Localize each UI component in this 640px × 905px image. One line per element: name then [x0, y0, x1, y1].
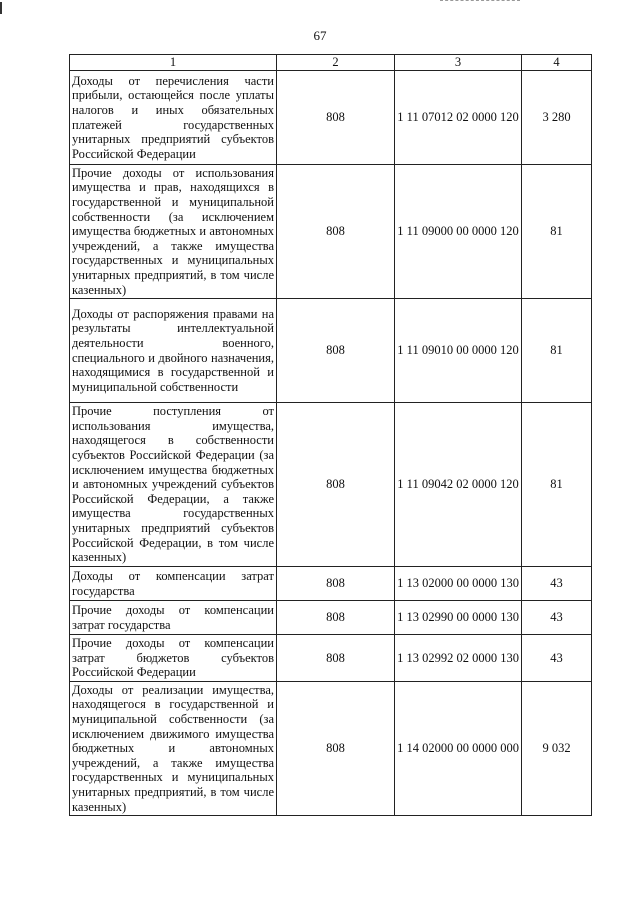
- budget-classification-code: 1 11 07012 02 0000 120: [395, 71, 522, 165]
- income-description: Доходы от перечисления части прибыли, остающейся после уплаты налогов и иных обязательных платежей государственных унитарных предприятий субъектов Российской Федерации: [70, 71, 277, 165]
- table-row: [70, 71, 592, 165]
- table-row: [70, 567, 592, 601]
- amount: 3 280: [522, 71, 592, 165]
- budget-classification-code: 1 13 02000 00 0000 130: [395, 567, 522, 601]
- amount: 43: [522, 635, 592, 682]
- amount: 9 032: [522, 682, 592, 816]
- administrator-code: 808: [277, 165, 395, 299]
- scan-artifact-left: [0, 2, 2, 14]
- amount: 81: [522, 299, 592, 403]
- administrator-code: 808: [277, 682, 395, 816]
- table-header-row: [70, 55, 592, 71]
- table-row: [70, 299, 592, 403]
- administrator-code: 808: [277, 299, 395, 403]
- budget-classification-code: 1 13 02990 00 0000 130: [395, 601, 522, 635]
- administrator-code: 808: [277, 635, 395, 682]
- administrator-code: 808: [277, 601, 395, 635]
- budget-classification-code: 1 13 02992 02 0000 130: [395, 635, 522, 682]
- page-number: 67: [313, 28, 327, 43]
- scan-artifact-top: [440, 0, 520, 3]
- income-description: Прочие доходы от использования имущества и прав, находящихся в государственной и муниципальной собственности (за исключением имущества бюджетных и автономных учреждений, а также имущества государственных и муниципальных унитарных предприятий, в том числе казенных): [70, 165, 277, 299]
- income-description: Доходы от реализации имущества, находящегося в государственной и муниципальной собственности (за исключением движимого имущества бюджетных и автономных учреждений, а также имущества государственных и муниципальных унитарных предприятий, в том числе казенных): [70, 682, 277, 816]
- income-description: Доходы от распоряжения правами на результаты интеллектуальной деятельности военного, специального и двойного назначения, находящимися в государственной и муниципальной собственности: [70, 299, 277, 403]
- table-row: [70, 165, 592, 299]
- administrator-code: 808: [277, 403, 395, 567]
- table-row: [70, 403, 592, 567]
- income-description: Прочие поступления от использования имущества, находящегося в собственности субъектов Российской Федерации (за исключением имущества бюджетных и автономных учреждений субъектов Российской Федерации, а также имущества государственных унитарных предприятий субъектов Российской Федерации, в том числе казенных): [70, 403, 277, 567]
- budget-classification-code: 1 11 09000 00 0000 120: [395, 165, 522, 299]
- administrator-code: 808: [277, 71, 395, 165]
- income-description: Прочие доходы от компенсации затрат государства: [70, 601, 277, 635]
- budget-classification-code: 1 14 02000 00 0000 000: [395, 682, 522, 816]
- budget-table: [69, 54, 592, 816]
- column-header: 1: [70, 55, 277, 71]
- table-row: [70, 601, 592, 635]
- amount: 81: [522, 165, 592, 299]
- amount: 43: [522, 567, 592, 601]
- administrator-code: 808: [277, 567, 395, 601]
- column-header: 2: [277, 55, 395, 71]
- table-row: [70, 635, 592, 682]
- column-header: 4: [522, 55, 592, 71]
- amount: 81: [522, 403, 592, 567]
- income-description: Прочие доходы от компенсации затрат бюджетов субъектов Российской Федерации: [70, 635, 277, 682]
- income-description: Доходы от компенсации затрат государства: [70, 567, 277, 601]
- column-header: 3: [395, 55, 522, 71]
- table-row: [70, 682, 592, 816]
- amount: 43: [522, 601, 592, 635]
- budget-classification-code: 1 11 09042 02 0000 120: [395, 403, 522, 567]
- budget-classification-code: 1 11 09010 00 0000 120: [395, 299, 522, 403]
